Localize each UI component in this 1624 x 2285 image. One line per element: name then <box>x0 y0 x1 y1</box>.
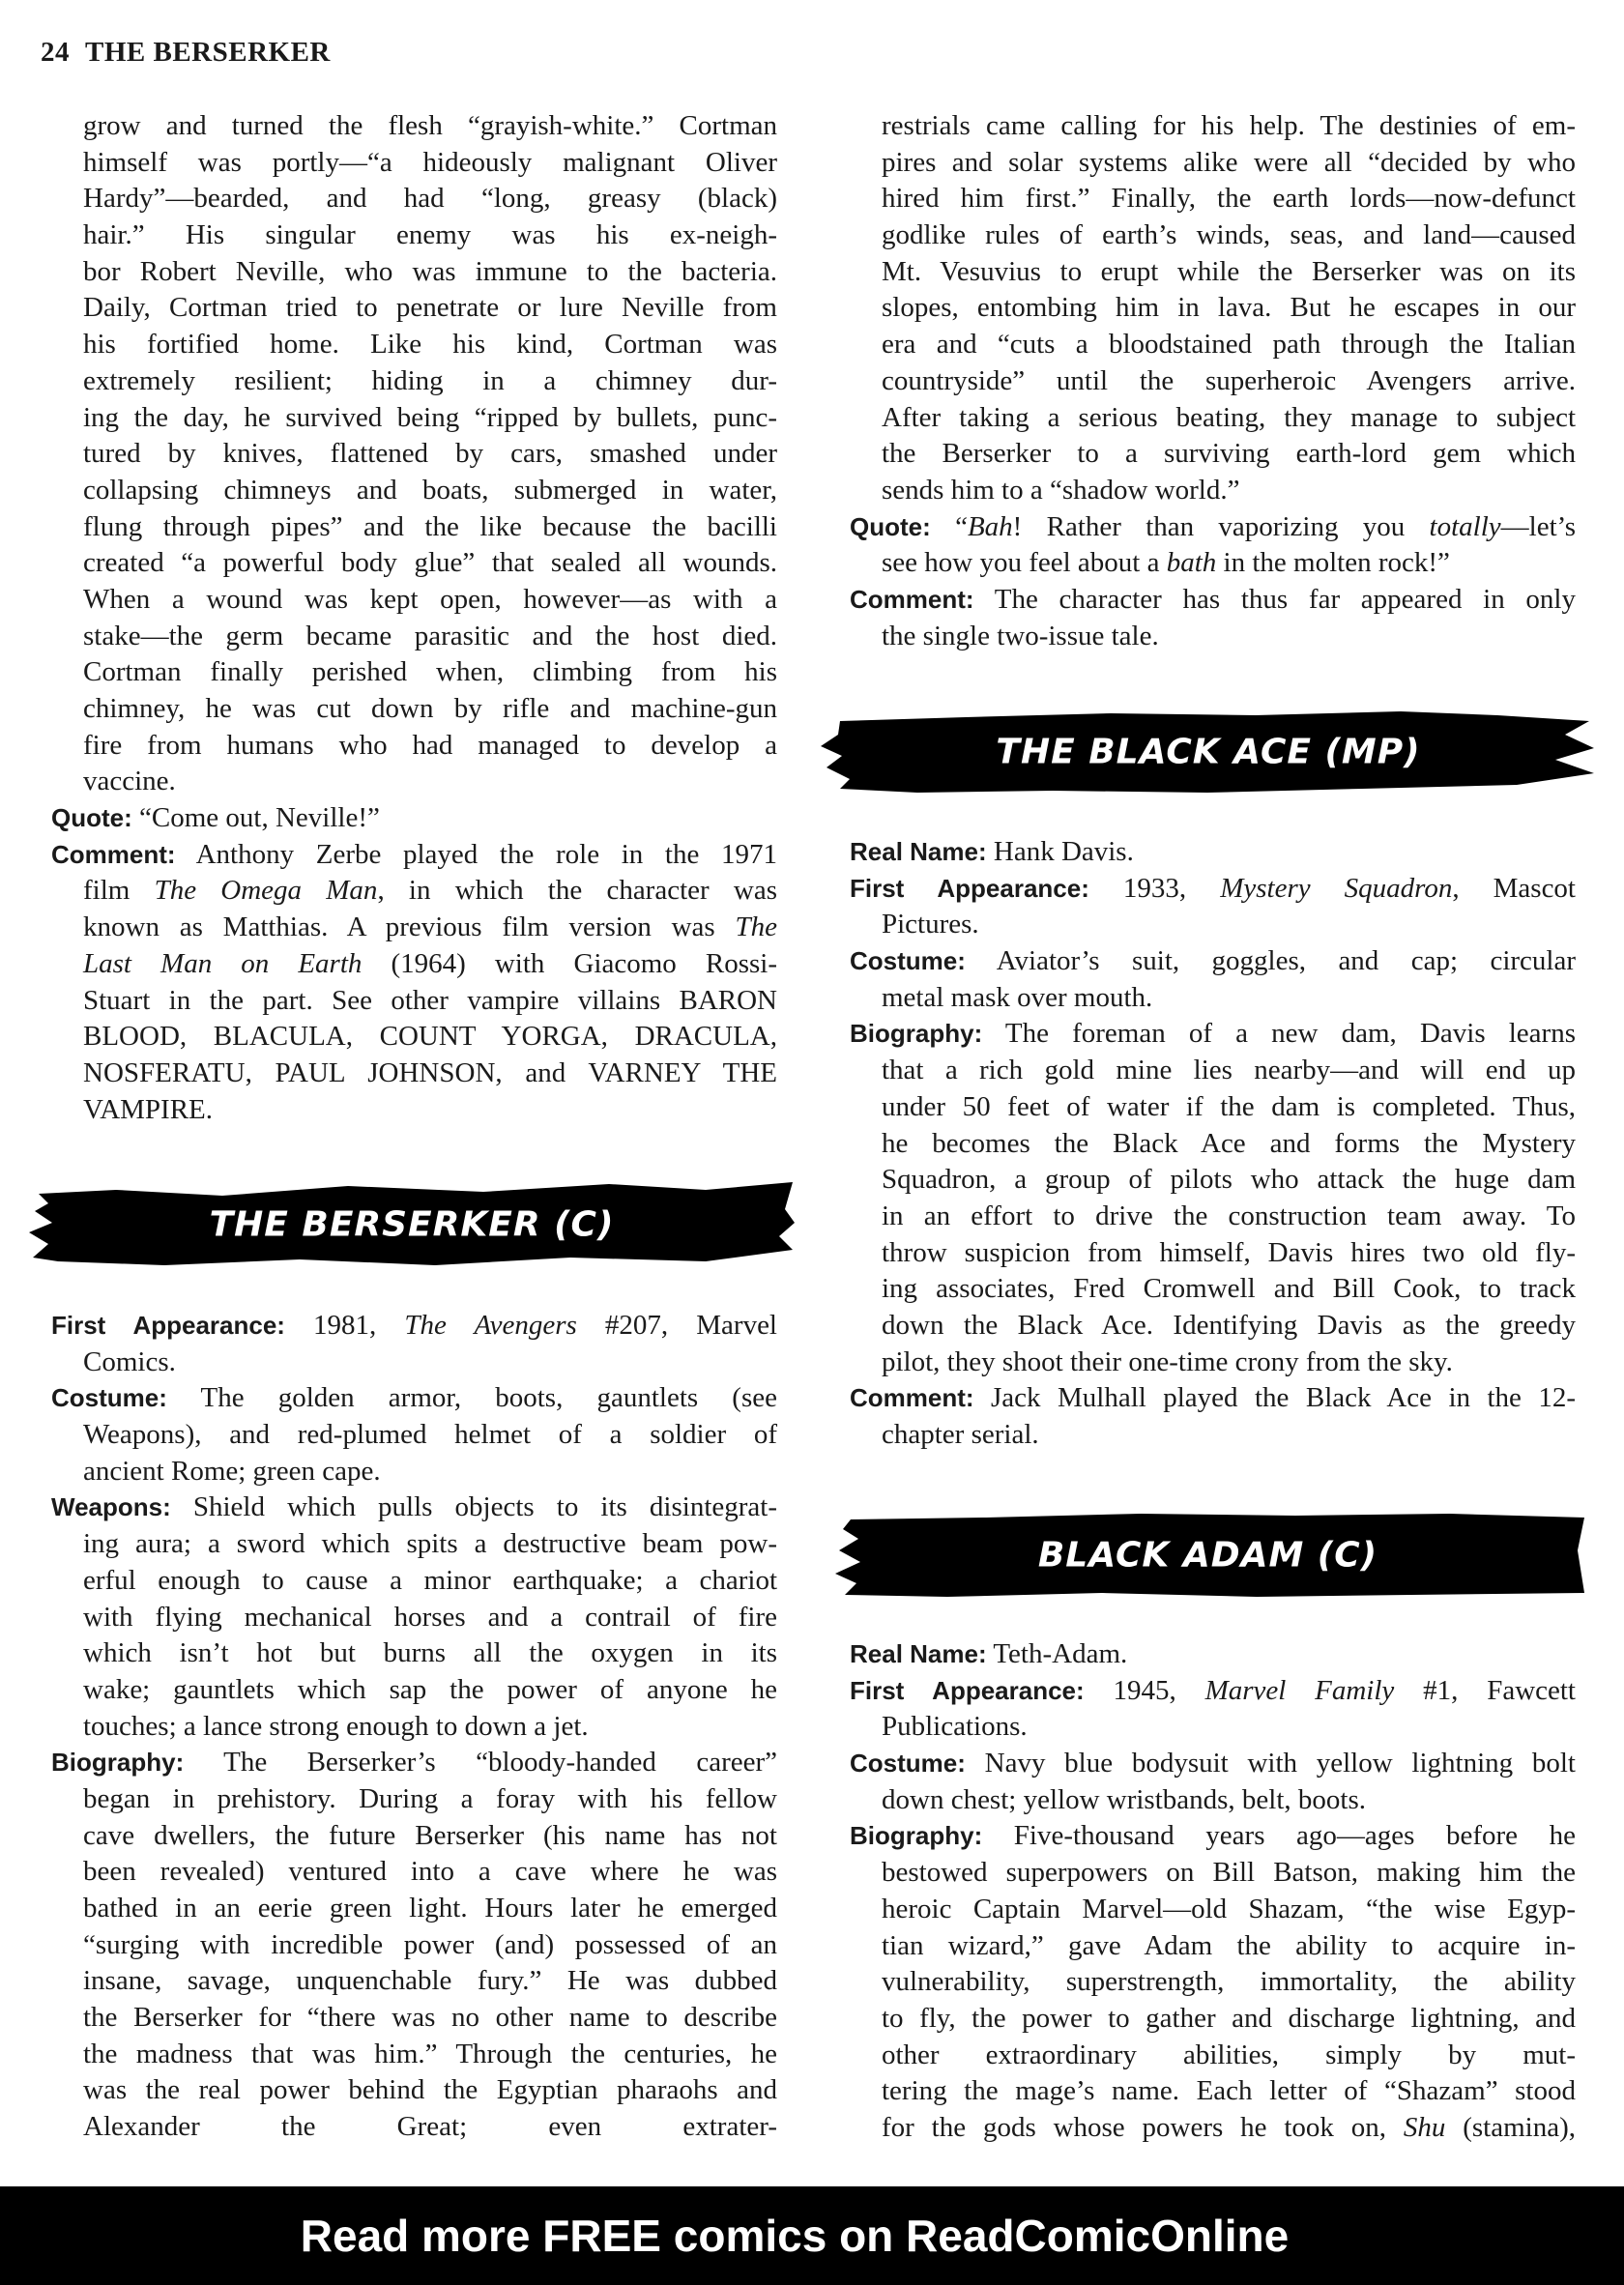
body-text: the Berserker to a surviving earth-lord gem which <box>882 438 1576 470</box>
body-text: see how you feel about a <box>882 547 1167 579</box>
text-line <box>83 983 777 1020</box>
page-number: 24 <box>41 37 70 68</box>
text-line <box>83 1781 777 1818</box>
body-text: created “a powerful body glue” that sealed all wounds. <box>83 547 777 579</box>
text-line <box>850 1673 1576 1710</box>
banner-berserker <box>29 1180 795 1268</box>
body-text: #1, Fawcett <box>1394 1674 1576 1706</box>
text-line <box>83 910 777 946</box>
body-text: Hardy”—bearded, and had “long, greasy (black) <box>83 183 777 215</box>
field-realname <box>850 1636 1576 1673</box>
text-line <box>83 108 777 145</box>
text-line <box>882 108 1576 145</box>
text-line <box>83 582 777 619</box>
banner-black-adam <box>831 1512 1584 1599</box>
body-text: Navy blue bodysuit with yellow lightning bolt <box>965 1748 1576 1779</box>
text-line <box>83 363 777 400</box>
text-line <box>83 873 777 910</box>
body-text: was the real power behind the Egyptian pharaohs and <box>83 2074 777 2106</box>
italic-text: The Avengers <box>404 1310 577 1341</box>
body-text: “Come out, Neville!” <box>131 802 380 834</box>
body-text: countryside” until the superheroic Avengers arrive. <box>882 364 1576 396</box>
body-text: Publications. <box>882 1711 1028 1743</box>
field-label: First Appearance: <box>850 873 1089 903</box>
body-text: in the molten rock!” <box>1216 547 1450 579</box>
body-text: BLOOD, BLACULA, COUNT YORGA, DRACULA, <box>83 1021 777 1053</box>
body-text: known as Matthias. A previous film version was <box>83 911 736 943</box>
field-label: First Appearance: <box>850 1675 1085 1705</box>
body-text: the Berserker for “there was no other name to describe <box>83 2002 777 2034</box>
footer-link[interactable]: Read more FREE comics on ReadComicOnline <box>300 2211 1290 2261</box>
body-text: pilot, they shoot their one-time crony from the sky. <box>882 1345 1453 1377</box>
text-line <box>83 619 777 655</box>
body-text: tured by knives, flattened by cars, smashed under <box>83 438 777 470</box>
italic-text: The Omega Man <box>154 875 378 907</box>
body-text: Shield which pulls objects to its disintegrat- <box>170 1491 777 1523</box>
text-line <box>83 145 777 182</box>
field-costume <box>850 943 1576 1016</box>
text-line <box>83 1818 777 1855</box>
text-line <box>83 400 777 437</box>
body-text: the madness that was him.” Through the centuries, he <box>83 2038 777 2069</box>
body-text: When a wound was kept open, however—as with a <box>83 583 777 615</box>
body-text: he becomes the Black Ace and forms the Mystery <box>882 1127 1576 1159</box>
text-line <box>51 1490 777 1526</box>
body-text: —let’s <box>1500 510 1576 542</box>
body-text: sends him to a “shadow world.” <box>882 474 1240 506</box>
body-text: vaccine. <box>83 766 176 797</box>
text-line <box>882 1855 1576 1892</box>
body-text: down the Black Ace. Identifying Davis as the greedy <box>882 1309 1576 1341</box>
body-text: throw suspicion from himself, Davis hires two old fly- <box>882 1236 1576 1268</box>
text-line <box>51 1745 777 1781</box>
text-line <box>83 254 777 291</box>
text-line <box>850 943 1576 980</box>
text-line <box>83 764 777 800</box>
body-text: VAMPIRE. <box>83 1093 214 1125</box>
field-label: Biography: <box>850 1821 983 1851</box>
body-text: Cortman finally perished when, climbing from his <box>83 656 777 688</box>
body-text: down chest; yellow wristbands, belt, boots. <box>882 1783 1367 1815</box>
text-line <box>882 1235 1576 1272</box>
text-line <box>83 691 777 728</box>
banner-title: THE BLACK ACE (MP) <box>996 732 1421 772</box>
field-label: Costume: <box>850 1749 966 1779</box>
body-text: tian wizard,” gave Adam the ability to acquire in- <box>882 1929 1576 1961</box>
text-line <box>850 1636 1576 1673</box>
text-line <box>882 1089 1576 1126</box>
field-label: Comment: <box>850 584 974 614</box>
body-text: Mt. Vesuvius to erupt while the Berserker was on its <box>882 255 1576 287</box>
field-firstappearance <box>51 1308 777 1380</box>
body-text: NOSFERATU, PAUL JOHNSON, and VARNEY THE <box>83 1056 777 1088</box>
body-text: slopes, entombing him in lava. But he escapes in our <box>882 292 1576 324</box>
field-label: First Appearance: <box>51 1311 285 1340</box>
text-line <box>51 800 777 837</box>
body-text: ancient Rome; green cape. <box>83 1455 381 1487</box>
black-ace-entry <box>850 834 1576 1454</box>
text-line <box>882 2073 1576 2110</box>
italic-text: Mystery Squadron <box>1220 872 1453 904</box>
body-text: ing the day, he survived being “ripped by bullets, punc- <box>83 401 777 433</box>
text-line <box>850 871 1576 908</box>
paragraph <box>83 108 777 800</box>
text-line <box>83 545 777 582</box>
body-text: collapsing chimneys and boats, submerged in water, <box>83 474 777 506</box>
text-line <box>83 1600 777 1636</box>
field-comment <box>850 1380 1576 1453</box>
text-line <box>882 2001 1576 2038</box>
body-text: other extraordinary abilities, simply by mut- <box>882 2039 1576 2070</box>
field-biography <box>51 1745 777 2146</box>
text-line <box>83 1019 777 1056</box>
body-text: Stuart in the part. See other vampire villains BARON <box>83 984 777 1016</box>
text-line <box>850 834 1576 871</box>
text-line <box>83 2072 777 2109</box>
body-text: with flying mechanical horses and a contrail of fire <box>83 1601 777 1633</box>
body-text: , in which the character was <box>377 875 777 907</box>
body-text: (stamina), <box>1445 2111 1576 2143</box>
body-text: cave dwellers, the future Berserker (his name has not <box>83 1819 777 1851</box>
field-label: Biography: <box>850 1019 983 1049</box>
text-line <box>882 1709 1576 1746</box>
field-label: Costume: <box>850 946 966 976</box>
text-line <box>83 1709 777 1746</box>
text-line <box>882 980 1576 1017</box>
body-text: Hank Davis. <box>986 836 1134 867</box>
body-text: for the gods whose powers he took on, <box>882 2111 1404 2143</box>
text-line <box>83 946 777 983</box>
body-text: erful enough to cause a minor earthquake; a chariot <box>83 1564 777 1596</box>
text-line <box>850 1818 1576 1855</box>
text-line <box>83 2109 777 2146</box>
text-line <box>83 1563 777 1600</box>
body-text: Alexander the Great; even extrater- <box>83 2111 777 2143</box>
text-line <box>850 1746 1576 1782</box>
body-text: Teth-Adam. <box>986 1638 1128 1669</box>
body-text: tering the mage’s name. Each letter of “Shazam” stood <box>882 2075 1576 2107</box>
text-line <box>882 217 1576 254</box>
body-text: began in prehistory. During a foray with his fellow <box>83 1782 777 1814</box>
body-text: Comics. <box>83 1345 176 1377</box>
text-line <box>882 2038 1576 2074</box>
text-line <box>882 1345 1576 1381</box>
text-line <box>83 728 777 765</box>
text-line <box>51 1308 777 1345</box>
italic-text: totally <box>1429 510 1501 542</box>
text-line <box>83 181 777 217</box>
body-text: ing aura; a sword which spits a destructive beam pow- <box>83 1528 777 1560</box>
body-text: Jack Mulhall played the Black Ace in the 12- <box>973 1382 1576 1414</box>
text-line <box>83 1056 777 1092</box>
body-text: heroic Captain Marvel—old Shazam, “the wise Egyp- <box>882 1893 1576 1924</box>
text-line <box>882 254 1576 291</box>
banner-black-ace <box>821 709 1596 795</box>
field-biography <box>850 1818 1576 2146</box>
text-line <box>83 654 777 691</box>
text-line <box>882 473 1576 509</box>
body-text: his fortified home. Like his kind, Cortman was <box>83 329 777 361</box>
field-realname <box>850 834 1576 871</box>
body-text: Five-thousand years ago—ages before he <box>982 1820 1576 1852</box>
body-text: flung through pipes” and the like because the bacilli <box>83 510 777 542</box>
body-text: After taking a serious beating, they manage to subject <box>882 401 1576 433</box>
body-text: The golden armor, boots, gauntlets (see <box>166 1382 777 1414</box>
body-text: insane, savage, unquenchable fury.” He was dubbed <box>83 1965 777 1997</box>
banner-title: THE BERSERKER (C) <box>209 1204 615 1244</box>
body-text: extremely resilient; hiding in a chimney dur- <box>83 364 777 396</box>
text-line <box>83 1417 777 1454</box>
body-text: restrials came calling for his help. The destinies of em- <box>882 110 1576 141</box>
field-quote <box>51 800 777 837</box>
text-line <box>83 1927 777 1964</box>
text-line <box>882 1053 1576 1089</box>
field-label: Biography: <box>51 1748 185 1778</box>
field-label: Real Name: <box>850 837 987 866</box>
text-line <box>882 1782 1576 1819</box>
right-column-top <box>850 108 1576 654</box>
text-line <box>882 907 1576 943</box>
body-text: bathed in an eerie green light. Hours later he emerged <box>83 1893 777 1923</box>
body-text: Weapons), and red-plumed helmet of a soldier of <box>83 1419 777 1451</box>
body-text: bor Robert Neville, who was immune to the bacteria. <box>83 255 777 287</box>
body-text: pires and solar systems alike were all “decided by who <box>882 146 1576 178</box>
body-text: vulnerability, superstrength, immortality, the ability <box>882 1966 1576 1998</box>
field-comment <box>51 837 777 1129</box>
field-label: Quote: <box>850 511 931 541</box>
body-text: Pictures. <box>882 909 979 940</box>
body-text: “ <box>930 510 968 542</box>
body-text: grow and turned the flesh “grayish-white.” Cortman <box>83 110 777 141</box>
paragraph <box>882 108 1576 509</box>
text-line <box>83 1526 777 1563</box>
text-line <box>882 1126 1576 1163</box>
field-label: Real Name: <box>850 1639 987 1668</box>
text-line <box>83 473 777 509</box>
text-line <box>882 1964 1576 2001</box>
body-text: The Berserker’s “bloody-handed career” <box>184 1747 777 1779</box>
body-text: hair.” His singular enemy was his ex-neigh- <box>83 219 777 251</box>
body-text: hired him first.” Finally, the earth lords—now-defunct <box>882 183 1576 215</box>
text-line <box>83 1672 777 1709</box>
text-line <box>882 1417 1576 1454</box>
body-text: ing associates, Fred Cromwell and Bill Cook, to track <box>882 1273 1576 1305</box>
body-text: 1945, <box>1084 1674 1205 1706</box>
body-text: era and “cuts a bloodstained path through the Italian <box>882 329 1576 361</box>
text-line <box>83 509 777 546</box>
text-line <box>882 145 1576 182</box>
field-costume <box>850 1746 1576 1818</box>
text-line <box>83 217 777 254</box>
body-text: fire from humans who had managed to develop a <box>83 729 777 761</box>
body-text: The character has thus far appeared in only <box>973 583 1576 615</box>
text-line <box>51 1380 777 1417</box>
text-line <box>850 1016 1576 1053</box>
text-line <box>882 1199 1576 1235</box>
footer-banner[interactable] <box>0 2186 1624 2285</box>
body-text: 1981, <box>284 1310 405 1341</box>
italic-text: Shu <box>1403 2111 1446 2143</box>
text-line <box>882 619 1576 655</box>
text-line <box>882 290 1576 327</box>
italic-text: The <box>735 911 777 943</box>
text-line <box>882 2110 1576 2147</box>
text-line <box>83 1854 777 1891</box>
italic-text: Last Man on Earth <box>83 947 362 979</box>
text-line <box>83 436 777 473</box>
body-text: to fly, the power to gather and discharge lightning, and <box>882 2002 1576 2034</box>
text-line <box>850 582 1576 619</box>
text-line <box>882 1162 1576 1199</box>
text-line <box>850 1380 1576 1417</box>
field-label: Weapons: <box>51 1492 171 1522</box>
text-line <box>882 545 1576 582</box>
italic-text: bath <box>1166 547 1217 579</box>
body-text: under 50 feet of water if the dam is completed. Thus, <box>882 1090 1576 1122</box>
body-text: Anthony Zerbe played the role in the 1971 <box>175 838 777 870</box>
body-text: (1964) with Giacomo Rossi- <box>362 947 777 979</box>
body-text: which isn’t hot but burns all the oxygen in its <box>83 1637 777 1669</box>
body-text: Squadron, a group of pilots who attack the huge dam <box>882 1164 1576 1196</box>
field-comment <box>850 582 1576 654</box>
body-text: stake—the germ became parasitic and the host died. <box>83 620 777 651</box>
text-line <box>882 181 1576 217</box>
field-label: Quote: <box>51 803 132 833</box>
field-label: Comment: <box>51 839 176 869</box>
field-label: Comment: <box>850 1383 974 1413</box>
body-text: ! Rather than vaporizing you <box>1012 510 1430 542</box>
body-text: , Mascot <box>1452 872 1576 904</box>
body-text: the single two-issue tale. <box>882 620 1159 651</box>
body-text: film <box>83 875 155 907</box>
text-line <box>83 1454 777 1490</box>
body-text: in an effort to drive the construction team away. To <box>882 1200 1576 1231</box>
body-text: himself was portly—“a hideously malignant Oliver <box>83 146 777 178</box>
field-costume <box>51 1380 777 1490</box>
text-line <box>83 1635 777 1672</box>
banner-title: BLACK ADAM (C) <box>1037 1535 1378 1576</box>
text-line <box>882 363 1576 400</box>
body-text: “surging with incredible power (and) possessed of an <box>83 1928 777 1960</box>
body-text: Aviator’s suit, goggles, and cap; circular <box>965 945 1576 977</box>
running-head <box>41 37 331 69</box>
text-line <box>850 509 1576 546</box>
text-line <box>51 837 777 874</box>
body-text: that a rich gold mine lies nearby—and will end up <box>882 1055 1576 1086</box>
text-line <box>882 1308 1576 1345</box>
field-label: Costume: <box>51 1383 167 1413</box>
berserker-entry <box>51 1308 777 2146</box>
text-line <box>83 290 777 327</box>
field-firstappearance <box>850 1673 1576 1746</box>
body-text: godlike rules of earth’s winds, seas, and land—caused <box>882 219 1576 251</box>
italic-text: Bah <box>967 510 1013 542</box>
body-text: Daily, Cortman tried to penetrate or lure Neville from <box>83 292 777 324</box>
text-line <box>882 1928 1576 1965</box>
text-line <box>83 1345 777 1381</box>
body-text: touches; a lance strong enough to down a jet. <box>83 1710 589 1742</box>
body-text: wake; gauntlets which sap the power of anyone he <box>83 1673 777 1705</box>
running-title: THE BERSERKER <box>85 37 331 68</box>
body-text: bestowed superpowers on Bill Batson, making him the <box>882 1857 1576 1889</box>
field-weapons <box>51 1490 777 1745</box>
text-line <box>882 400 1576 437</box>
text-line <box>83 2000 777 2037</box>
black-adam-entry <box>850 1636 1576 2147</box>
text-line <box>882 327 1576 363</box>
body-text: been revealed) ventured into a cave where he was <box>83 1856 777 1888</box>
text-line <box>882 436 1576 473</box>
text-line <box>83 1891 777 1927</box>
text-line <box>882 1892 1576 1928</box>
text-line <box>83 327 777 363</box>
body-text: 1933, <box>1088 872 1221 904</box>
text-line <box>83 1092 777 1129</box>
body-text: The foreman of a new dam, Davis learns <box>982 1018 1576 1050</box>
body-text: metal mask over mouth. <box>882 981 1153 1013</box>
text-line <box>83 2037 777 2073</box>
text-line <box>882 1271 1576 1308</box>
field-biography <box>850 1016 1576 1380</box>
body-text: #207, Marvel <box>576 1310 777 1341</box>
body-text: chimney, he was cut down by rifle and machine-gun <box>83 693 777 724</box>
field-firstappearance <box>850 871 1576 943</box>
left-column-top <box>51 108 777 1128</box>
text-line <box>83 1963 777 2000</box>
italic-text: Marvel Family <box>1204 1674 1395 1706</box>
body-text: chapter serial. <box>882 1419 1039 1450</box>
field-quote <box>850 509 1576 582</box>
